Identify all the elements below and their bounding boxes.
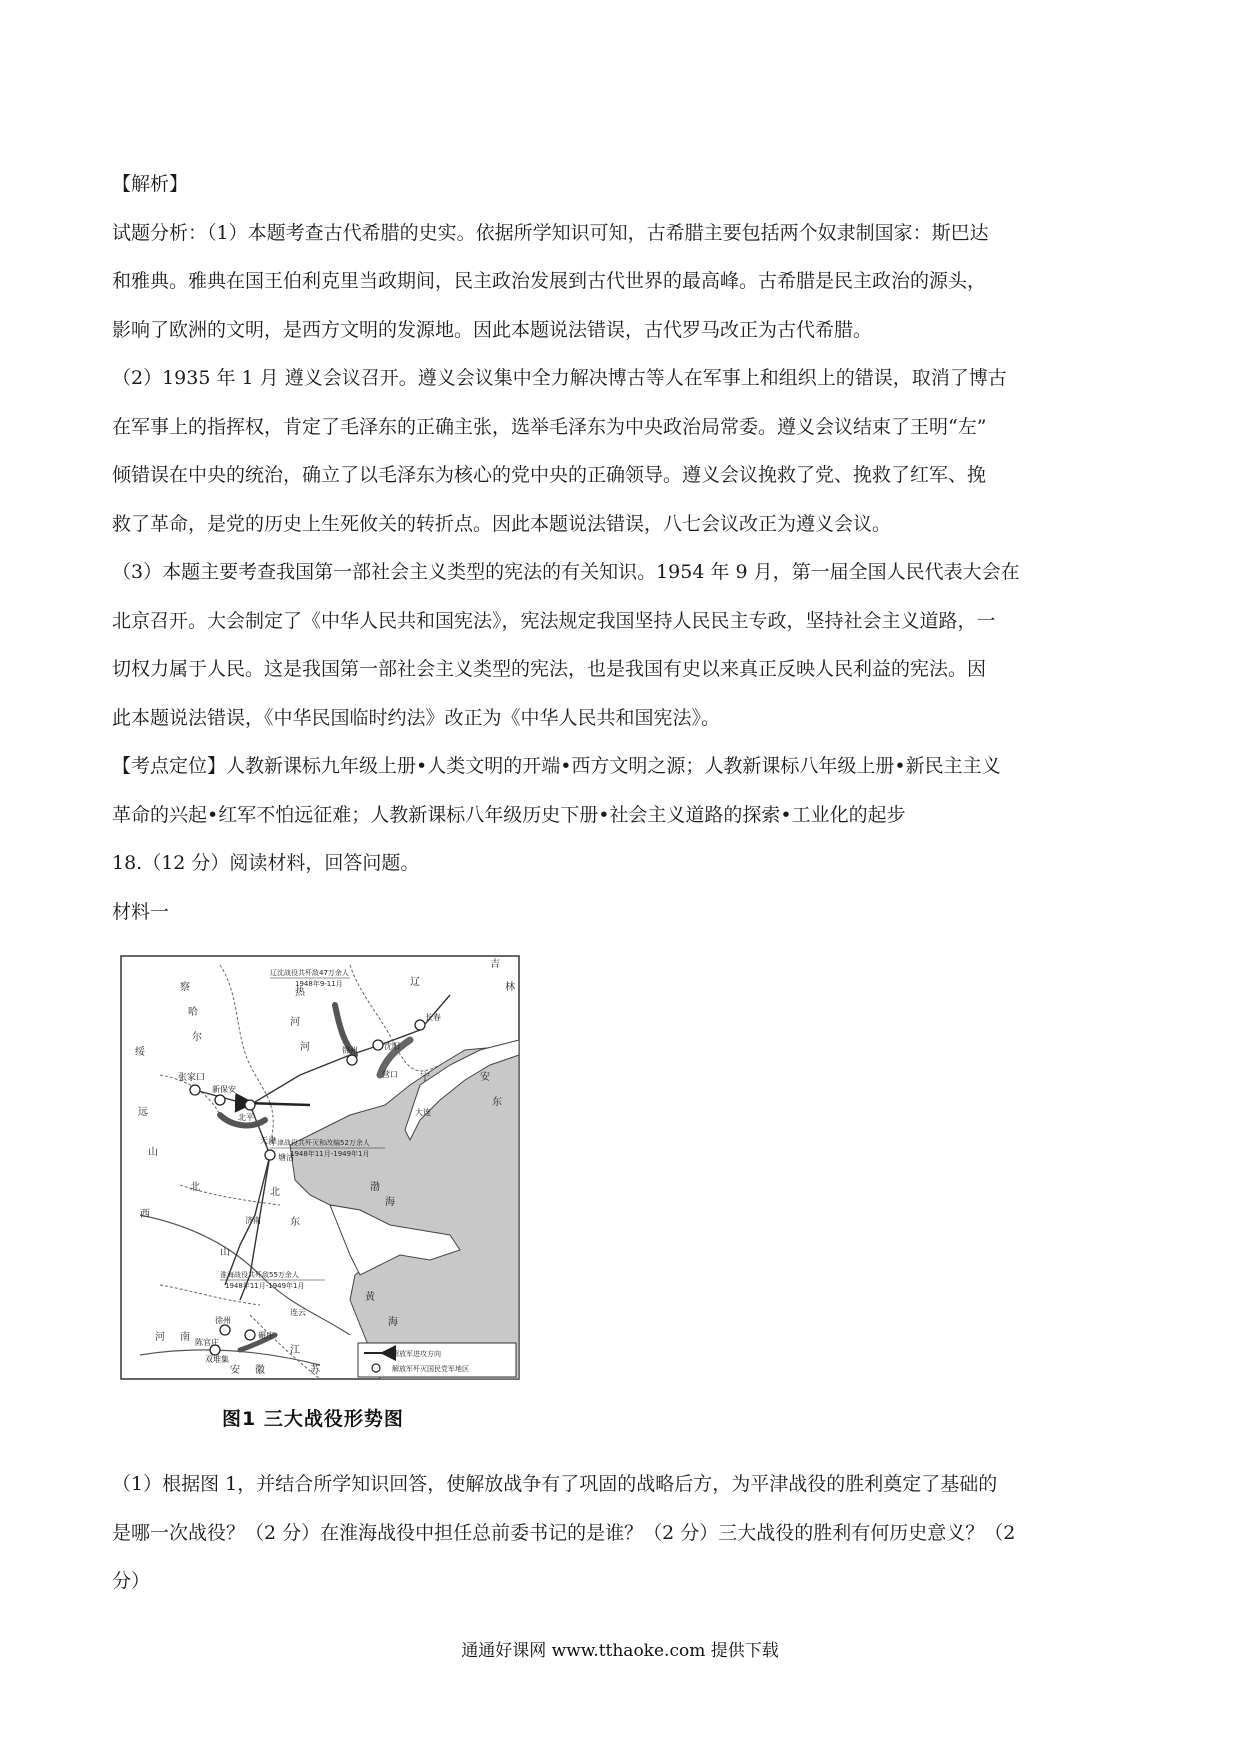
svg-text:绥: 绥 — [135, 1047, 145, 1058]
city-label: 双堆集 — [205, 1355, 229, 1364]
svg-text:安: 安 — [480, 1072, 490, 1083]
sub-question — [112, 1460, 1132, 1606]
huaihai-label: 淮海战役共歼敌55万余人 — [220, 1271, 299, 1279]
city-label: 张家口 — [178, 1073, 206, 1083]
battle-circle-icon — [373, 1040, 383, 1050]
analysis-line: 在军事上的指挥权，肯定了毛泽东的正确主张，选举毛泽东为中央政治局常委。遵义会议结束了王明“左” — [112, 415, 987, 438]
svg-text:宁: 宁 — [420, 1072, 430, 1083]
liaoshen-date: 1948年9-11月 — [295, 980, 343, 988]
analysis-section — [112, 160, 1132, 936]
svg-text:尔: 尔 — [192, 1032, 202, 1043]
city-label: 营口 — [382, 1070, 398, 1079]
question-title: 18.（12 分）阅读材料，回答问题。 — [112, 852, 420, 874]
svg-text:察: 察 — [180, 982, 190, 993]
svg-text:南: 南 — [180, 1332, 190, 1343]
battle-circle-icon — [415, 1020, 425, 1030]
city-label: 大连 — [415, 1108, 431, 1117]
analysis-line: 救了革命，是党的历史上生死攸关的转折点。因此本题说法错误，八七会议改正为遵义会议。 — [112, 512, 892, 535]
svg-text:苏: 苏 — [310, 1365, 320, 1376]
battle-circle-icon — [347, 1055, 357, 1065]
battle-circle-icon — [245, 1330, 255, 1340]
city-label: 天津 — [260, 1136, 276, 1145]
figure-caption: 图1 三大战役形势图 — [222, 1408, 404, 1430]
analysis-line: 此本题说法错误，《中华民国临时约法》改正为《中华人民共和国宪法》。 — [112, 706, 721, 729]
svg-text:远: 远 — [138, 1107, 148, 1118]
battle-circle-icon — [245, 1100, 255, 1110]
key-point-line: 革命的兴起•红军不怕远征难；人教新课标八年级历史下册•社会主义道路的探索•工业化的起步 — [112, 803, 906, 826]
city-label: 长春 — [425, 1013, 441, 1022]
legend-arrow-label: 解放军进攻方向 — [392, 1350, 441, 1358]
analysis-line: 影响了欧洲的文明，是西方文明的发源地。因此本题说法错误，古代罗马改正为古代希腊。 — [112, 318, 873, 341]
analysis-line: 试题分析：（1）本题考查古代希腊的史实。依据所学知识可知，古希腊主要包括两个奴隶制国家：斯巴达 — [112, 221, 989, 244]
svg-text:徽: 徽 — [255, 1365, 265, 1376]
svg-text:东: 东 — [290, 1217, 300, 1228]
battle-circle-icon — [190, 1085, 200, 1095]
analysis-line: （2）1935 年 1 月 遵义会议召开。遵义会议集中全力解决博古等人在军事上和组织上的错误，取消了博古 — [112, 367, 1007, 389]
city-label: 碾庄 — [258, 1331, 274, 1340]
svg-text:辽: 辽 — [410, 977, 420, 988]
svg-text:吉: 吉 — [490, 959, 500, 970]
analysis-line: 倾错误在中央的统治，确立了以毛泽东为核心的党中央的正确领导。遵义会议挽救了党、挽救了红军、挽 — [112, 464, 987, 486]
svg-text:北: 北 — [190, 1182, 200, 1193]
svg-text:东: 东 — [492, 1097, 502, 1108]
material-label: 材料一 — [112, 900, 170, 923]
battle-circle-icon — [215, 1095, 225, 1105]
city-label: 塘沽 — [278, 1153, 294, 1162]
analysis-heading: 【解析】 — [112, 173, 189, 195]
svg-text:西: 西 — [140, 1209, 150, 1220]
city-label: 北平 — [238, 1113, 254, 1122]
analysis-line: 和雅典。雅典在国王伯利克里当政期间，民主政治发展到古代世界的最高峰。古希腊是民主政治的源头， — [112, 270, 987, 292]
svg-text:山: 山 — [220, 1247, 230, 1258]
analysis-line: 切权力属于人民。这是我国第一部社会主义类型的宪法，也是我国有史以来真正反映人民利益的宪法。因 — [112, 658, 987, 680]
svg-text:渤: 渤 — [370, 1182, 380, 1193]
city-label: 陈官庄 — [195, 1338, 219, 1347]
battle-circle-icon — [220, 1325, 230, 1335]
city-label: 沈阳 — [384, 1042, 400, 1051]
svg-text:河: 河 — [300, 1042, 310, 1053]
sub-question-line: （1）根据图 1，并结合所学知识回答，使解放战争有了巩固的战略后方，为平津战役的胜利奠定了基础的 — [112, 1473, 998, 1495]
svg-text:河: 河 — [290, 1017, 300, 1028]
pingjin-date: 1948年11月-1949年1月 — [290, 1150, 370, 1158]
city-label: 新保安 — [212, 1085, 236, 1094]
city-label: 连云 — [290, 1308, 306, 1317]
city-label: 徐州 — [215, 1316, 231, 1325]
svg-text:哈: 哈 — [188, 1007, 198, 1018]
sub-question-line: 分） — [112, 1570, 151, 1592]
legend-circle-label: 解放军歼灭国民党军地区 — [392, 1365, 469, 1373]
svg-text:海: 海 — [385, 1197, 395, 1208]
legend-circle-icon — [372, 1364, 380, 1372]
svg-text:安: 安 — [230, 1365, 240, 1376]
liaoshen-label: 辽沈战役共歼敌47万余人 — [270, 969, 349, 977]
pingjin-label: 平津战役共歼灭和改编52万余人 — [270, 1139, 370, 1147]
page-footer: 通通好课网 www.tthaoke.com 提供下载 — [461, 1641, 779, 1661]
battle-map — [120, 955, 520, 1380]
svg-text:黄: 黄 — [365, 1292, 375, 1303]
map-legend — [358, 1343, 516, 1377]
analysis-line: 北京召开。大会制定了《中华人民共和国宪法》，宪法规定我国坚持人民民主专政，坚持社会主义道路，一 — [112, 609, 996, 632]
huaihai-date: 1948年11月-1949年1月 — [225, 1282, 305, 1290]
key-point-line: 【考点定位】人教新课标九年级上册•人类文明的开端•西方文明之源；人教新课标八年级上册•新民主主义 — [112, 755, 1001, 777]
city-label: 济南 — [245, 1216, 261, 1225]
svg-text:林: 林 — [505, 982, 515, 993]
svg-text:河: 河 — [155, 1332, 165, 1343]
svg-text:江: 江 — [290, 1345, 300, 1356]
svg-text:热: 热 — [295, 987, 305, 998]
svg-text:北: 北 — [270, 1187, 280, 1198]
svg-text:山: 山 — [148, 1147, 158, 1158]
analysis-line: （3）本题主要考查我国第一部社会主义类型的宪法的有关知识。1954 年 9 月，第一届全国人民代表大会在 — [112, 561, 1020, 583]
svg-text:海: 海 — [388, 1317, 398, 1328]
sub-question-line: 是哪一次战役？（2 分）在淮海战役中担任总前委书记的是谁？（2 分）三大战役的胜利有何历史意义？（2 — [112, 1521, 1016, 1544]
city-label: 锦州 — [342, 1046, 358, 1055]
battle-circle-icon — [265, 1150, 275, 1160]
